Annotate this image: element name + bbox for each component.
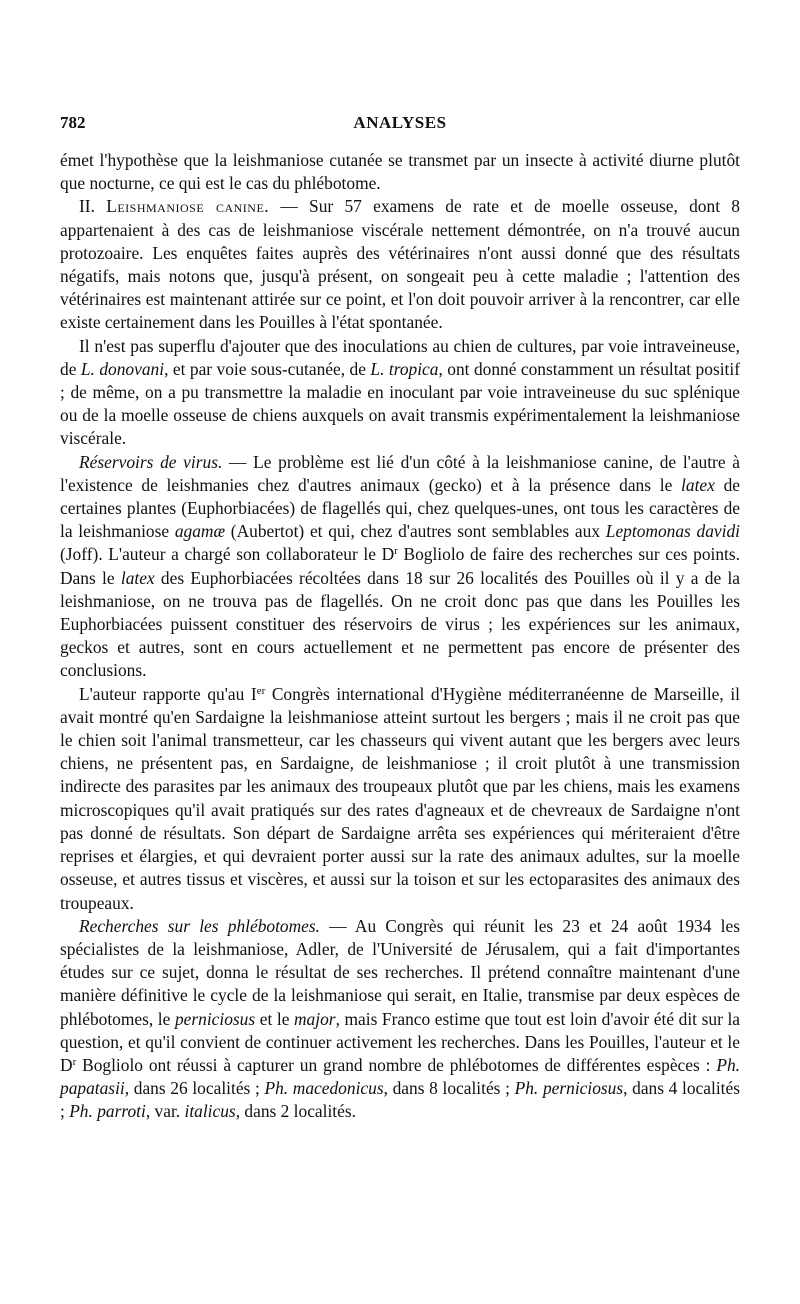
species-name: Ph. parroti [69, 1101, 146, 1122]
italic-term: latex [120, 567, 155, 588]
paragraph-recherches-phlebotomes [60, 915, 740, 1124]
paragraph-leishmaniose-canine [60, 195, 740, 334]
paragraph-continuation: émet l'hypothèse que la leishmaniose cutanée se transmet par un insecte à activité diurne plutôt que nocturne, ce qui est le cas du phlébotome. [60, 150, 740, 194]
text-run: , dans 8 localités ; [383, 1078, 515, 1099]
section-heading-leishmaniose-canine: Leishmaniose canine. [106, 196, 270, 217]
running-title: ANALYSES [353, 113, 447, 132]
text-run: , mais Franco estime que tout est loin d'avoir été dit sur la question, et qu'il convient de continuer activement les recherches. Dans les Pouilles, l'auteur et le D [60, 1008, 740, 1075]
paragraph-text: — Sur 57 examens de rate et de moelle osseuse, dont 8 appartenaient à des cas de leishmaniose viscérale nettement démontrée, on n'a trouvé aucun protozoaire. Les enquêtes faites auprès des vétérinaires n'ont aussi donné que des résultats négatifs, mais notons que, jusqu'à présent, on songeait peu à cette maladie ; l'attention des vétérinaires est maintenant attirée sur ce point, et l'on doit pouvoir arriver à la rencontrer, car elle existe certainement dans les Pouilles à l'état spontanée. [60, 196, 740, 333]
text-run: des Euphorbiacées récoltées dans 18 sur 26 localités des Pouilles où il y a de la leishmaniose, on ne trouva pas de flagellés. On ne croit donc pas que dans les Pouilles les Euphorbiacées puissent constituer des réservoirs de virus ; les expériences sur les animaux, geckos et autres, sont en cours actuellement et ne permettent pas encore de présenter des conclusions. [60, 567, 740, 681]
italic-term: latex [681, 474, 715, 495]
species-name: Leptomonas davidi [605, 521, 741, 542]
text-run: , ont donné constamment un résultat positif ; de même, on a pu transmettre la maladie en inoculant par voie intraveineuse du suc splénique ou de la moelle osseuse de chiens auxquels on avait transmis expérimentalement la leishmaniose viscérale. [60, 358, 740, 449]
species-name: Ph. perniciosus [514, 1078, 624, 1099]
text-run: Bogliolo ont réussi à capturer un grand nombre de phlébotomes de différentes espèces : [76, 1054, 717, 1075]
text-run: , et par voie sous-cutanée, de [164, 358, 371, 379]
text-run: et le [255, 1008, 294, 1029]
italic-term: agamæ [174, 521, 226, 542]
text-run: de certaines plantes (Euphorbiacées) de flagellés qui, chez quelques-unes, ont tous les caractères de la leishmaniose [60, 474, 740, 542]
section-heading-recherches-phlebotomes: Recherches sur les phlébotomes. [79, 915, 321, 936]
superscript: r [72, 1055, 77, 1068]
text-run: — Le problème est lié d'un côté à la leishmaniose canine, de l'autre à l'existence de leishmanies chez d'autres animaux (gecko) et à la présence dans le [60, 451, 740, 495]
text-run: Bogliolo de faire des recherches sur ces points. Dans le [60, 544, 741, 588]
species-name: italicus [184, 1101, 236, 1122]
species-name: major [294, 1008, 336, 1029]
text-run: (Aubertot) et qui, chez d'autres sont semblables aux [225, 521, 606, 542]
superscript: er [256, 684, 266, 697]
body-text [60, 149, 740, 1124]
paragraph-reservoirs-de-virus [60, 451, 740, 683]
text-run: L'auteur rapporte qu'au I [79, 683, 257, 704]
text-run: , dans 4 localités ; [60, 1078, 740, 1122]
paragraph-sardaigne [60, 683, 740, 915]
species-name: L. tropica [370, 358, 439, 379]
text-run: Congrès international d'Hygiène méditerranéenne de Marseille, il avait montré qu'en Sardaigne la leishmaniose atteint surtout les bergers ; mais il ne croit pas que le chien soit l'animal transmetteur, car les chasseurs qui vivent autant que les bergers avec leurs chiens, ne présentent pas, en Sardaigne, de leishmaniose ; il croit plutôt à une transmission indirecte des parasites par les animaux des troupeaux plutôt que par les chiens, mais les examens microscopiques qu'il avait pratiqués sur des rates d'agneaux et de chevreaux de Sardaigne n'ont pas donné de résultats. Son départ de Sardaigne arrêta ses expériences qui mériteraient d'être reprises et élargies, et qui devraient porter aussi sur la rate des animaux adultes, sur la moelle osseuse, et autres tissus et viscères, et aussi sur la toison et sur les ectoparasites des animaux des troupeaux. [60, 683, 740, 913]
text-run: , var. [145, 1101, 185, 1122]
text-run: , dans 26 localités ; [124, 1078, 265, 1099]
page-header [60, 113, 740, 139]
text-run: , dans 2 localités. [235, 1101, 356, 1122]
superscript: r [394, 545, 398, 558]
section-number: II. [79, 196, 95, 217]
text-run: — Au Congrès qui réunit les 23 et 24 août 1934 les spécialistes de la leishmaniose, Adler, de l'Université de Jérusalem, qui a fait d'importantes études sur ce sujet, donna le résultat de ses recherches. Il prétend connaître maintenant d'une manière définitive le cycle de la leishmaniose qui serait, en Italie, transmise par deux espèces de phlébotomes, le [60, 915, 740, 1029]
section-heading-reservoirs-de-virus: Réservoirs de virus. [79, 451, 223, 472]
species-name: L. donovani [80, 358, 165, 379]
text-run: (Joff). L'auteur a chargé son collaborateur le D [60, 544, 395, 565]
species-name: Ph. papatasii [60, 1054, 740, 1099]
text-run: Il n'est pas superflu d'ajouter que des inoculations au chien de cultures, par voie intraveineuse, de [60, 335, 740, 379]
page-number: 782 [60, 113, 86, 132]
species-name: perniciosus [174, 1008, 256, 1029]
paragraph-inoculations [60, 335, 740, 451]
species-name: Ph. macedonicus [264, 1078, 384, 1099]
